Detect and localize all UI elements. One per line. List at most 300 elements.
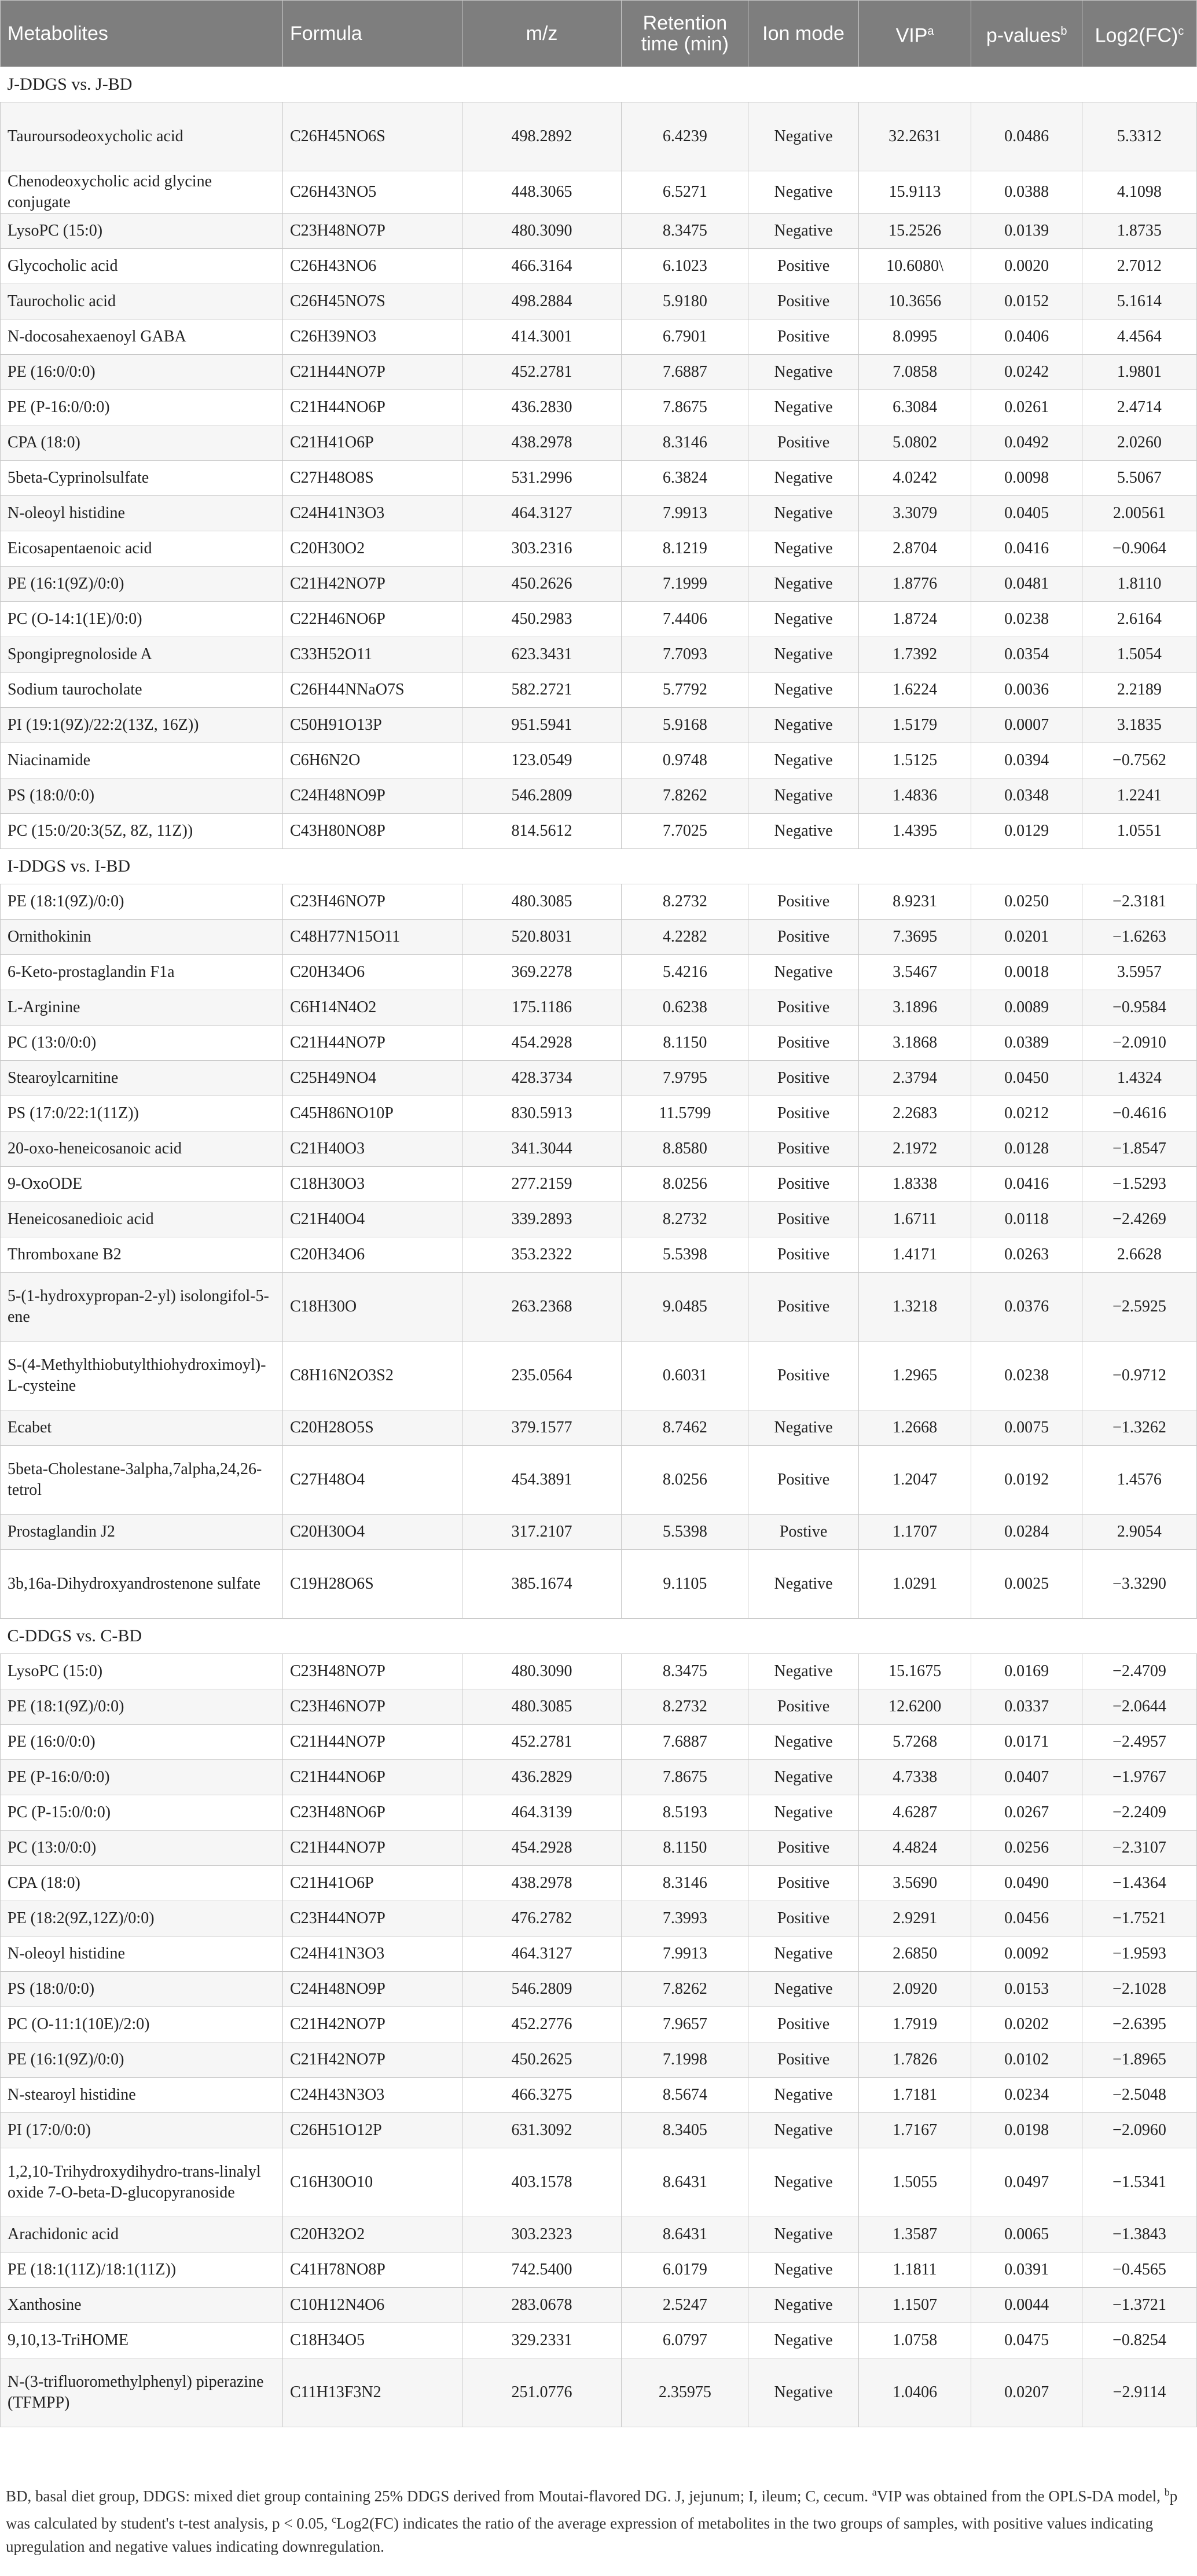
formula-cell: C21H41O6P bbox=[282, 1866, 462, 1901]
col-header-mz: m/z bbox=[462, 1, 622, 67]
formula-cell: C18H30O3 bbox=[282, 1167, 462, 1202]
formula-cell: C26H43NO5 bbox=[282, 171, 462, 214]
vip-cell: 1.8338 bbox=[858, 1167, 971, 1202]
retention-time-cell: 5.5398 bbox=[622, 1237, 748, 1273]
p-value-cell: 0.0098 bbox=[971, 461, 1082, 496]
mz-cell: 480.3085 bbox=[462, 884, 622, 920]
retention-time-cell: 8.5674 bbox=[622, 2078, 748, 2113]
table-row bbox=[1, 1131, 1197, 1167]
vip-cell: 15.2526 bbox=[858, 214, 971, 249]
table-row bbox=[1, 708, 1197, 743]
table-row bbox=[1, 743, 1197, 778]
mz-cell: 303.2323 bbox=[462, 2217, 622, 2252]
log2fc-cell: 4.1098 bbox=[1082, 171, 1196, 214]
p-value-cell: 0.0129 bbox=[971, 814, 1082, 849]
formula-cell: C10H12N4O6 bbox=[282, 2288, 462, 2323]
mz-cell: 450.2625 bbox=[462, 2042, 622, 2078]
formula-cell: C21H42NO7P bbox=[282, 567, 462, 602]
vip-cell: 1.4171 bbox=[858, 1237, 971, 1273]
log2fc-cell: −1.9593 bbox=[1082, 1936, 1196, 1972]
table-row bbox=[1, 2252, 1197, 2288]
log2fc-cell: −3.3290 bbox=[1082, 1550, 1196, 1619]
retention-time-cell: 8.8580 bbox=[622, 1131, 748, 1167]
retention-time-cell: 7.8262 bbox=[622, 1972, 748, 2007]
group-title: C-DDGS vs. C-BD bbox=[1, 1619, 1197, 1654]
ion-mode-cell: Negative bbox=[748, 171, 858, 214]
formula-cell: C18H30O bbox=[282, 1273, 462, 1342]
p-value-cell: 0.0348 bbox=[971, 778, 1082, 814]
log2fc-cell: 5.1614 bbox=[1082, 284, 1196, 319]
group-header-row bbox=[1, 67, 1197, 102]
metabolite-cell: PE (18:1(9Z)/0:0) bbox=[1, 884, 283, 920]
ion-mode-cell: Positive bbox=[748, 2007, 858, 2042]
mz-cell: 438.2978 bbox=[462, 425, 622, 461]
vip-cell: 4.0242 bbox=[858, 461, 971, 496]
p-value-cell: 0.0152 bbox=[971, 284, 1082, 319]
table-row bbox=[1, 1972, 1197, 2007]
vip-cell: 3.1868 bbox=[858, 1026, 971, 1061]
log2fc-cell: 3.5957 bbox=[1082, 955, 1196, 990]
formula-cell: C45H86NO10P bbox=[282, 1096, 462, 1131]
metabolite-cell: PE (16:1(9Z)/0:0) bbox=[1, 2042, 283, 2078]
metabolite-cell: N-oleoyl histidine bbox=[1, 496, 283, 531]
mz-cell: 235.0564 bbox=[462, 1342, 622, 1410]
p-value-cell: 0.0267 bbox=[971, 1795, 1082, 1831]
ion-mode-cell: Positive bbox=[748, 1831, 858, 1866]
formula-cell: C24H41N3O3 bbox=[282, 1936, 462, 1972]
retention-time-cell: 5.9168 bbox=[622, 708, 748, 743]
retention-time-cell: 8.7462 bbox=[622, 1410, 748, 1446]
ion-mode-cell: Negative bbox=[748, 637, 858, 673]
formula-cell: C19H28O6S bbox=[282, 1550, 462, 1619]
mz-cell: 546.2809 bbox=[462, 1972, 622, 2007]
ion-mode-cell: Negative bbox=[748, 743, 858, 778]
log2fc-cell: 3.1835 bbox=[1082, 708, 1196, 743]
vip-cell: 1.7181 bbox=[858, 2078, 971, 2113]
table-row bbox=[1, 284, 1197, 319]
retention-time-cell: 8.6431 bbox=[622, 2217, 748, 2252]
table-row bbox=[1, 461, 1197, 496]
table-row bbox=[1, 1654, 1197, 1689]
ion-mode-cell: Negative bbox=[748, 955, 858, 990]
mz-cell: 452.2781 bbox=[462, 1725, 622, 1760]
table-row bbox=[1, 920, 1197, 955]
retention-time-cell: 7.7025 bbox=[622, 814, 748, 849]
ion-mode-cell: Negative bbox=[748, 2323, 858, 2358]
p-value-cell: 0.0102 bbox=[971, 2042, 1082, 2078]
metabolite-cell: PE (P-16:0/0:0) bbox=[1, 390, 283, 425]
formula-cell: C20H34O6 bbox=[282, 955, 462, 990]
table-row bbox=[1, 1167, 1197, 1202]
metabolite-cell: PC (O-11:1(10E)/2:0) bbox=[1, 2007, 283, 2042]
vip-cell: 8.9231 bbox=[858, 884, 971, 920]
mz-cell: 454.2928 bbox=[462, 1831, 622, 1866]
log2fc-cell: 2.9054 bbox=[1082, 1515, 1196, 1550]
formula-cell: C26H43NO6 bbox=[282, 249, 462, 284]
p-value-cell: 0.0018 bbox=[971, 955, 1082, 990]
vip-cell: 10.6080\ bbox=[858, 249, 971, 284]
ion-mode-cell: Positive bbox=[748, 1342, 858, 1410]
table-row bbox=[1, 1202, 1197, 1237]
log2fc-cell: −1.3721 bbox=[1082, 2288, 1196, 2323]
mz-cell: 450.2626 bbox=[462, 567, 622, 602]
metabolite-cell: S-(4-Methylthiobutylthiohydroximoyl)-L-cysteine bbox=[1, 1342, 283, 1410]
retention-time-cell: 6.5271 bbox=[622, 171, 748, 214]
p-value-cell: 0.0025 bbox=[971, 1550, 1082, 1619]
vip-cell: 1.7167 bbox=[858, 2113, 971, 2148]
vip-cell: 15.1675 bbox=[858, 1654, 971, 1689]
metabolite-cell: PE (16:0/0:0) bbox=[1, 355, 283, 390]
mz-cell: 546.2809 bbox=[462, 778, 622, 814]
log2fc-cell: −2.5048 bbox=[1082, 2078, 1196, 2113]
log2fc-cell: −1.3262 bbox=[1082, 1410, 1196, 1446]
p-value-cell: 0.0354 bbox=[971, 637, 1082, 673]
col-header-ion-mode: Ion mode bbox=[748, 1, 858, 67]
ion-mode-cell: Positive bbox=[748, 1026, 858, 1061]
formula-cell: C23H46NO7P bbox=[282, 884, 462, 920]
group-header-row bbox=[1, 849, 1197, 884]
vip-cell: 8.0995 bbox=[858, 319, 971, 355]
metabolite-cell: Ecabet bbox=[1, 1410, 283, 1446]
mz-cell: 450.2983 bbox=[462, 602, 622, 637]
retention-time-cell: 8.1219 bbox=[622, 531, 748, 567]
metabolite-cell: 3b,16a-Dihydroxyandrostenone sulfate bbox=[1, 1550, 283, 1619]
retention-time-cell: 7.8262 bbox=[622, 778, 748, 814]
log2fc-cell: 5.5067 bbox=[1082, 461, 1196, 496]
ion-mode-cell: Negative bbox=[748, 2288, 858, 2323]
mz-cell: 742.5400 bbox=[462, 2252, 622, 2288]
vip-cell: 1.2965 bbox=[858, 1342, 971, 1410]
retention-time-cell: 6.1023 bbox=[622, 249, 748, 284]
log2fc-cell: 1.5054 bbox=[1082, 637, 1196, 673]
vip-cell: 1.1811 bbox=[858, 2252, 971, 2288]
vip-cell: 1.8776 bbox=[858, 567, 971, 602]
formula-cell: C21H40O4 bbox=[282, 1202, 462, 1237]
table-row bbox=[1, 531, 1197, 567]
mz-cell: 452.2776 bbox=[462, 2007, 622, 2042]
formula-cell: C21H42NO7P bbox=[282, 2007, 462, 2042]
table-row bbox=[1, 990, 1197, 1026]
ion-mode-cell: Postive bbox=[748, 1515, 858, 1550]
log2fc-cell: 1.4324 bbox=[1082, 1061, 1196, 1096]
formula-cell: C8H16N2O3S2 bbox=[282, 1342, 462, 1410]
mz-cell: 329.2331 bbox=[462, 2323, 622, 2358]
mz-cell: 317.2107 bbox=[462, 1515, 622, 1550]
ion-mode-cell: Negative bbox=[748, 814, 858, 849]
log2fc-cell: −1.5341 bbox=[1082, 2148, 1196, 2217]
ion-mode-cell: Negative bbox=[748, 214, 858, 249]
metabolite-cell: PC (13:0/0:0) bbox=[1, 1831, 283, 1866]
log2fc-cell: −2.4269 bbox=[1082, 1202, 1196, 1237]
formula-cell: C6H14N4O2 bbox=[282, 990, 462, 1026]
p-value-cell: 0.0171 bbox=[971, 1725, 1082, 1760]
formula-cell: C26H45NO6S bbox=[282, 102, 462, 171]
p-value-cell: 0.0394 bbox=[971, 743, 1082, 778]
retention-time-cell: 9.0485 bbox=[622, 1273, 748, 1342]
formula-cell: C23H44NO7P bbox=[282, 1901, 462, 1936]
vip-cell: 1.5055 bbox=[858, 2148, 971, 2217]
mz-cell: 951.5941 bbox=[462, 708, 622, 743]
log2fc-cell: 2.7012 bbox=[1082, 249, 1196, 284]
metabolite-cell: N-docosahexaenoyl GABA bbox=[1, 319, 283, 355]
formula-cell: C21H44NO7P bbox=[282, 1725, 462, 1760]
vip-cell: 2.0920 bbox=[858, 1972, 971, 2007]
log2fc-cell: 1.8735 bbox=[1082, 214, 1196, 249]
mz-cell: 339.2893 bbox=[462, 1202, 622, 1237]
metabolite-cell: Eicosapentaenoic acid bbox=[1, 531, 283, 567]
retention-time-cell: 7.9657 bbox=[622, 2007, 748, 2042]
ion-mode-cell: Positive bbox=[748, 1273, 858, 1342]
ion-mode-cell: Negative bbox=[748, 102, 858, 171]
formula-cell: C21H44NO7P bbox=[282, 355, 462, 390]
mz-cell: 379.1577 bbox=[462, 1410, 622, 1446]
metabolite-cell: LysoPC (15:0) bbox=[1, 214, 283, 249]
retention-time-cell: 8.0256 bbox=[622, 1167, 748, 1202]
metabolite-cell: PE (18:1(9Z)/0:0) bbox=[1, 1689, 283, 1725]
metabolite-cell: PS (18:0/0:0) bbox=[1, 778, 283, 814]
col-header-metabolites: Metabolites bbox=[1, 1, 283, 67]
retention-time-cell: 6.3824 bbox=[622, 461, 748, 496]
table-row bbox=[1, 1061, 1197, 1096]
table-row bbox=[1, 1410, 1197, 1446]
ion-mode-cell: Negative bbox=[748, 1410, 858, 1446]
log2fc-cell: −2.1028 bbox=[1082, 1972, 1196, 2007]
log2fc-cell: −2.4709 bbox=[1082, 1654, 1196, 1689]
formula-cell: C21H44NO6P bbox=[282, 390, 462, 425]
table-row bbox=[1, 319, 1197, 355]
ion-mode-cell: Negative bbox=[748, 390, 858, 425]
metabolite-cell: CPA (18:0) bbox=[1, 1866, 283, 1901]
mz-cell: 520.8031 bbox=[462, 920, 622, 955]
ion-mode-cell: Positive bbox=[748, 1866, 858, 1901]
vip-cell: 1.3218 bbox=[858, 1273, 971, 1342]
ion-mode-cell: Positive bbox=[748, 920, 858, 955]
mz-cell: 480.3085 bbox=[462, 1689, 622, 1725]
log2fc-cell: −2.0644 bbox=[1082, 1689, 1196, 1725]
vip-cell: 5.7268 bbox=[858, 1725, 971, 1760]
retention-time-cell: 7.1999 bbox=[622, 567, 748, 602]
mz-cell: 369.2278 bbox=[462, 955, 622, 990]
metabolite-cell: Niacinamide bbox=[1, 743, 283, 778]
p-value-cell: 0.0036 bbox=[971, 673, 1082, 708]
ion-mode-cell: Positive bbox=[748, 319, 858, 355]
table-row bbox=[1, 884, 1197, 920]
p-value-cell: 0.0376 bbox=[971, 1273, 1082, 1342]
vip-cell: 1.7826 bbox=[858, 2042, 971, 2078]
mz-cell: 414.3001 bbox=[462, 319, 622, 355]
formula-cell: C21H40O3 bbox=[282, 1131, 462, 1167]
table-row bbox=[1, 1725, 1197, 1760]
vip-cell: 2.3794 bbox=[858, 1061, 971, 1096]
table-row bbox=[1, 390, 1197, 425]
p-value-cell: 0.0198 bbox=[971, 2113, 1082, 2148]
ion-mode-cell: Positive bbox=[748, 1131, 858, 1167]
table-body bbox=[1, 67, 1197, 2427]
retention-time-cell: 8.0256 bbox=[622, 1446, 748, 1515]
vip-cell: 2.8704 bbox=[858, 531, 971, 567]
metabolite-cell: Tauroursodeoxycholic acid bbox=[1, 102, 283, 171]
vip-cell: 4.6287 bbox=[858, 1795, 971, 1831]
metabolite-cell: PE (18:1(11Z)/18:1(11Z)) bbox=[1, 2252, 283, 2288]
ion-mode-cell: Positive bbox=[748, 884, 858, 920]
ion-mode-cell: Negative bbox=[748, 2252, 858, 2288]
vip-cell: 1.6711 bbox=[858, 1202, 971, 1237]
p-value-cell: 0.0450 bbox=[971, 1061, 1082, 1096]
metabolite-cell: LysoPC (15:0) bbox=[1, 1654, 283, 1689]
metabolite-cell: N-stearoyl histidine bbox=[1, 2078, 283, 2113]
retention-time-cell: 7.9913 bbox=[622, 1936, 748, 1972]
retention-time-cell: 7.8675 bbox=[622, 1760, 748, 1795]
log2fc-cell: 2.2189 bbox=[1082, 673, 1196, 708]
retention-time-cell: 5.9180 bbox=[622, 284, 748, 319]
mz-cell: 438.2978 bbox=[462, 1866, 622, 1901]
formula-cell: C16H30O10 bbox=[282, 2148, 462, 2217]
retention-time-cell: 8.3146 bbox=[622, 1866, 748, 1901]
col-header-vip: VIP$^a$ bbox=[858, 1, 971, 67]
mz-cell: 385.1674 bbox=[462, 1550, 622, 1619]
table-row bbox=[1, 1760, 1197, 1795]
formula-cell: C23H48NO6P bbox=[282, 1795, 462, 1831]
mz-cell: 814.5612 bbox=[462, 814, 622, 849]
table-row bbox=[1, 102, 1197, 171]
formula-cell: C27H48O4 bbox=[282, 1446, 462, 1515]
formula-cell: C26H45NO7S bbox=[282, 284, 462, 319]
metabolite-cell: Sodium taurocholate bbox=[1, 673, 283, 708]
log2fc-cell: −0.8254 bbox=[1082, 2323, 1196, 2358]
metabolite-cell: PE (18:2(9Z,12Z)/0:0) bbox=[1, 1901, 283, 1936]
log2fc-cell: −0.4565 bbox=[1082, 2252, 1196, 2288]
table-row bbox=[1, 1936, 1197, 1972]
p-value-cell: 0.0492 bbox=[971, 425, 1082, 461]
p-value-cell: 0.0250 bbox=[971, 884, 1082, 920]
log2fc-cell: 2.00561 bbox=[1082, 496, 1196, 531]
ion-mode-cell: Positive bbox=[748, 1446, 858, 1515]
metabolite-cell: CPA (18:0) bbox=[1, 425, 283, 461]
retention-time-cell: 8.5193 bbox=[622, 1795, 748, 1831]
vip-cell: 1.7919 bbox=[858, 2007, 971, 2042]
metabolite-cell: PI (19:1(9Z)/22:2(13Z, 16Z)) bbox=[1, 708, 283, 743]
log2fc-cell: −0.9064 bbox=[1082, 531, 1196, 567]
vip-cell: 1.1507 bbox=[858, 2288, 971, 2323]
vip-cell: 2.2683 bbox=[858, 1096, 971, 1131]
vip-cell: 1.4836 bbox=[858, 778, 971, 814]
log2fc-cell: −2.9114 bbox=[1082, 2358, 1196, 2427]
retention-time-cell: 7.8675 bbox=[622, 390, 748, 425]
formula-cell: C33H52O11 bbox=[282, 637, 462, 673]
table-row bbox=[1, 602, 1197, 637]
log2fc-cell: −1.4364 bbox=[1082, 1866, 1196, 1901]
table-row bbox=[1, 1237, 1197, 1273]
retention-time-cell: 6.0179 bbox=[622, 2252, 748, 2288]
metabolite-cell: Glycocholic acid bbox=[1, 249, 283, 284]
table-row bbox=[1, 1866, 1197, 1901]
formula-cell: C20H30O2 bbox=[282, 531, 462, 567]
vip-cell: 1.0406 bbox=[858, 2358, 971, 2427]
ion-mode-cell: Negative bbox=[748, 2217, 858, 2252]
metabolite-cell: Xanthosine bbox=[1, 2288, 283, 2323]
vip-cell: 32.2631 bbox=[858, 102, 971, 171]
ion-mode-cell: Negative bbox=[748, 1760, 858, 1795]
p-value-cell: 0.0388 bbox=[971, 171, 1082, 214]
formula-cell: C26H39NO3 bbox=[282, 319, 462, 355]
ion-mode-cell: Negative bbox=[748, 1725, 858, 1760]
retention-time-cell: 2.35975 bbox=[622, 2358, 748, 2427]
table-row bbox=[1, 355, 1197, 390]
metabolite-cell: 9,10,13-TriHOME bbox=[1, 2323, 283, 2358]
mz-cell: 623.3431 bbox=[462, 637, 622, 673]
p-value-cell: 0.0407 bbox=[971, 1760, 1082, 1795]
ion-mode-cell: Negative bbox=[748, 708, 858, 743]
table-row bbox=[1, 2358, 1197, 2427]
col-header-p-values: p-values$^b$ bbox=[971, 1, 1082, 67]
formula-cell: C18H34O5 bbox=[282, 2323, 462, 2358]
log2fc-cell: −1.3843 bbox=[1082, 2217, 1196, 2252]
ion-mode-cell: Positive bbox=[748, 1901, 858, 1936]
formula-cell: C21H44NO7P bbox=[282, 1831, 462, 1866]
log2fc-cell: 1.8110 bbox=[1082, 567, 1196, 602]
metabolite-cell: 20-oxo-heneicosanoic acid bbox=[1, 1131, 283, 1167]
table-row bbox=[1, 1446, 1197, 1515]
formula-cell: C23H46NO7P bbox=[282, 1689, 462, 1725]
retention-time-cell: 2.5247 bbox=[622, 2288, 748, 2323]
ion-mode-cell: Negative bbox=[748, 531, 858, 567]
mz-cell: 341.3044 bbox=[462, 1131, 622, 1167]
mz-cell: 353.2322 bbox=[462, 1237, 622, 1273]
vip-cell: 1.7392 bbox=[858, 637, 971, 673]
table-header-row bbox=[1, 1, 1197, 67]
metabolite-cell: Prostaglandin J2 bbox=[1, 1515, 283, 1550]
ion-mode-cell: Positive bbox=[748, 2042, 858, 2078]
vip-cell: 2.6850 bbox=[858, 1936, 971, 1972]
formula-cell: C50H91O13P bbox=[282, 708, 462, 743]
col-header-formula: Formula bbox=[282, 1, 462, 67]
vip-cell: 3.5690 bbox=[858, 1866, 971, 1901]
vip-cell: 2.1972 bbox=[858, 1131, 971, 1167]
ion-mode-cell: Positive bbox=[748, 1096, 858, 1131]
p-value-cell: 0.0169 bbox=[971, 1654, 1082, 1689]
formula-cell: C21H42NO7P bbox=[282, 2042, 462, 2078]
retention-time-cell: 8.3475 bbox=[622, 214, 748, 249]
table-row bbox=[1, 955, 1197, 990]
mz-cell: 175.1186 bbox=[462, 990, 622, 1026]
group-title: J-DDGS vs. J-BD bbox=[1, 67, 1197, 102]
table-row bbox=[1, 2078, 1197, 2113]
formula-cell: C20H34O6 bbox=[282, 1237, 462, 1273]
mz-cell: 464.3127 bbox=[462, 496, 622, 531]
mz-cell: 631.3092 bbox=[462, 2113, 622, 2148]
mz-cell: 283.0678 bbox=[462, 2288, 622, 2323]
p-value-cell: 0.0337 bbox=[971, 1689, 1082, 1725]
metabolite-cell: Taurocholic acid bbox=[1, 284, 283, 319]
metabolite-cell: Heneicosanedioic acid bbox=[1, 1202, 283, 1237]
table-row bbox=[1, 249, 1197, 284]
p-value-cell: 0.0481 bbox=[971, 567, 1082, 602]
vip-cell: 1.0758 bbox=[858, 2323, 971, 2358]
formula-cell: C43H80NO8P bbox=[282, 814, 462, 849]
metabolite-cell: N-(3-trifluoromethylphenyl) piperazine (TFMPP) bbox=[1, 2358, 283, 2427]
formula-cell: C27H48O8S bbox=[282, 461, 462, 496]
table-row bbox=[1, 1689, 1197, 1725]
vip-cell: 3.1896 bbox=[858, 990, 971, 1026]
group-header-row bbox=[1, 1619, 1197, 1654]
p-value-cell: 0.0497 bbox=[971, 2148, 1082, 2217]
log2fc-cell: −2.0960 bbox=[1082, 2113, 1196, 2148]
metabolite-cell: PE (16:0/0:0) bbox=[1, 1725, 283, 1760]
retention-time-cell: 0.6031 bbox=[622, 1342, 748, 1410]
table-row bbox=[1, 1342, 1197, 1410]
log2fc-cell: −0.7562 bbox=[1082, 743, 1196, 778]
vip-cell: 1.4395 bbox=[858, 814, 971, 849]
